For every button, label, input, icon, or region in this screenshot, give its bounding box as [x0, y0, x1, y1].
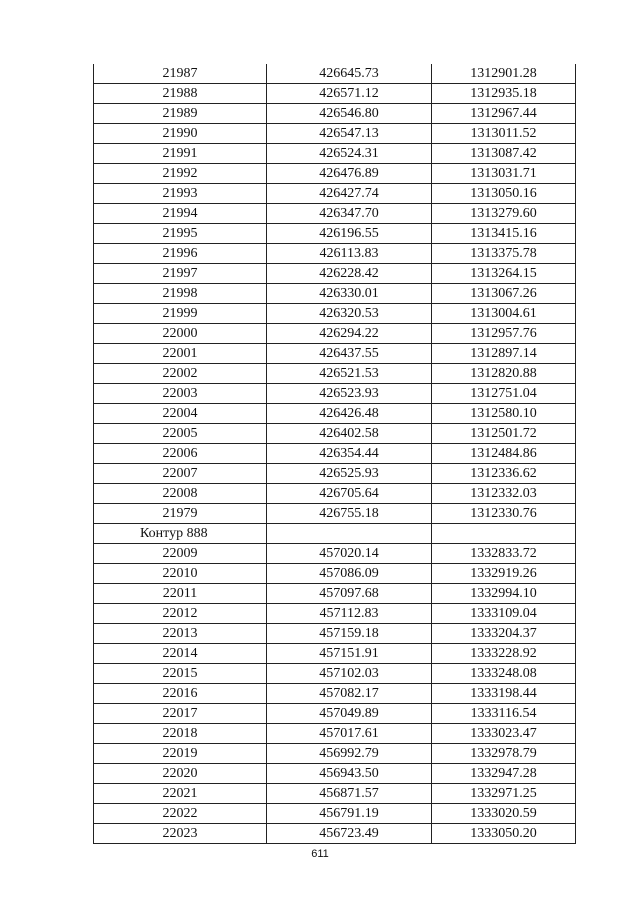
table-row	[94, 344, 576, 364]
y-coordinate-cell: 1313004.61	[432, 304, 576, 324]
table-row	[94, 564, 576, 584]
y-coordinate-cell: 1313415.16	[432, 224, 576, 244]
x-coordinate-cell: 457017.61	[267, 724, 432, 744]
table-row	[94, 444, 576, 464]
table-row	[94, 304, 576, 324]
table-body	[94, 64, 576, 844]
y-coordinate-cell: 1333020.59	[432, 804, 576, 824]
y-coordinate-cell: 1332978.79	[432, 744, 576, 764]
x-coordinate-cell: 457086.09	[267, 564, 432, 584]
point-id-cell: 22007	[94, 464, 267, 484]
point-id-cell: 21998	[94, 284, 267, 304]
table-row	[94, 124, 576, 144]
point-id-cell: 21994	[94, 204, 267, 224]
table-row	[94, 604, 576, 624]
x-coordinate-cell: 457102.03	[267, 664, 432, 684]
table-row	[94, 104, 576, 124]
table-row	[94, 324, 576, 344]
y-coordinate-cell: 1332919.26	[432, 564, 576, 584]
x-coordinate-cell: 426705.64	[267, 484, 432, 504]
y-coordinate-cell: 1313067.26	[432, 284, 576, 304]
table-row	[94, 244, 576, 264]
table-row	[94, 704, 576, 724]
table-row	[94, 644, 576, 664]
point-id-cell: 22008	[94, 484, 267, 504]
y-coordinate-cell: 1333023.47	[432, 724, 576, 744]
contour-label: Контур 888	[94, 524, 267, 544]
x-coordinate-cell: 426476.89	[267, 164, 432, 184]
x-coordinate-cell: 426546.80	[267, 104, 432, 124]
table-row	[94, 804, 576, 824]
x-coordinate-cell: 457112.83	[267, 604, 432, 624]
y-coordinate-cell: 1312957.76	[432, 324, 576, 344]
x-coordinate-cell: 456723.49	[267, 824, 432, 844]
y-coordinate-cell: 1333228.92	[432, 644, 576, 664]
x-coordinate-cell: 426437.55	[267, 344, 432, 364]
x-coordinate-cell: 426196.55	[267, 224, 432, 244]
x-coordinate-cell: 456943.50	[267, 764, 432, 784]
table-row	[94, 284, 576, 304]
y-coordinate-cell: 1312751.04	[432, 384, 576, 404]
point-id-cell: 22001	[94, 344, 267, 364]
y-coordinate-cell: 1313279.60	[432, 204, 576, 224]
table-row	[94, 824, 576, 844]
y-coordinate-cell: 1313087.42	[432, 144, 576, 164]
table-row	[94, 224, 576, 244]
table-row	[94, 184, 576, 204]
y-coordinate-cell: 1312820.88	[432, 364, 576, 384]
y-coordinate-cell: 1312935.18	[432, 84, 576, 104]
point-id-cell: 21991	[94, 144, 267, 164]
y-coordinate-cell: 1313375.78	[432, 244, 576, 264]
point-id-cell: 21993	[94, 184, 267, 204]
point-id-cell: 21997	[94, 264, 267, 284]
table-row	[94, 584, 576, 604]
contour-header-row	[94, 524, 576, 544]
table-row	[94, 384, 576, 404]
coordinates-table	[93, 64, 576, 844]
point-id-cell: 22023	[94, 824, 267, 844]
point-id-cell: 22018	[94, 724, 267, 744]
table-row	[94, 144, 576, 164]
x-coordinate-cell: 426294.22	[267, 324, 432, 344]
table-row	[94, 264, 576, 284]
y-coordinate-cell: 1312901.28	[432, 64, 576, 84]
table-row	[94, 544, 576, 564]
x-coordinate-cell: 456992.79	[267, 744, 432, 764]
y-coordinate-cell: 1312967.44	[432, 104, 576, 124]
point-id-cell: 22019	[94, 744, 267, 764]
y-coordinate-cell: 1312484.86	[432, 444, 576, 464]
table-row	[94, 504, 576, 524]
y-coordinate-cell: 1332971.25	[432, 784, 576, 804]
point-id-cell: 22014	[94, 644, 267, 664]
y-coordinate-cell: 1333198.44	[432, 684, 576, 704]
table-row	[94, 404, 576, 424]
table-row	[94, 664, 576, 684]
table-row	[94, 364, 576, 384]
x-coordinate-cell: 426354.44	[267, 444, 432, 464]
table-row	[94, 424, 576, 444]
table-row	[94, 64, 576, 84]
y-coordinate-cell: 1312580.10	[432, 404, 576, 424]
y-coordinate-cell: 1313264.15	[432, 264, 576, 284]
point-id-cell: 21992	[94, 164, 267, 184]
point-id-cell: 22016	[94, 684, 267, 704]
page-number: 611	[311, 848, 329, 860]
table-row	[94, 484, 576, 504]
point-id-cell: 22006	[94, 444, 267, 464]
y-coordinate-cell	[432, 524, 576, 544]
point-id-cell: 22015	[94, 664, 267, 684]
y-coordinate-cell: 1332833.72	[432, 544, 576, 564]
x-coordinate-cell: 457151.91	[267, 644, 432, 664]
point-id-cell: 22013	[94, 624, 267, 644]
x-coordinate-cell: 426521.53	[267, 364, 432, 384]
point-id-cell: 21996	[94, 244, 267, 264]
point-id-cell: 21988	[94, 84, 267, 104]
y-coordinate-cell: 1333204.37	[432, 624, 576, 644]
x-coordinate-cell: 426524.31	[267, 144, 432, 164]
y-coordinate-cell: 1333116.54	[432, 704, 576, 724]
y-coordinate-cell: 1332947.28	[432, 764, 576, 784]
x-coordinate-cell: 426427.74	[267, 184, 432, 204]
point-id-cell: 21979	[94, 504, 267, 524]
point-id-cell: 22017	[94, 704, 267, 724]
x-coordinate-cell: 426547.13	[267, 124, 432, 144]
table-row	[94, 724, 576, 744]
table-row	[94, 784, 576, 804]
point-id-cell: 22020	[94, 764, 267, 784]
point-id-cell: 22021	[94, 784, 267, 804]
y-coordinate-cell: 1312330.76	[432, 504, 576, 524]
point-id-cell: 22005	[94, 424, 267, 444]
x-coordinate-cell: 426320.53	[267, 304, 432, 324]
x-coordinate-cell: 457049.89	[267, 704, 432, 724]
y-coordinate-cell: 1333248.08	[432, 664, 576, 684]
x-coordinate-cell: 457097.68	[267, 584, 432, 604]
x-coordinate-cell: 426755.18	[267, 504, 432, 524]
point-id-cell: 21990	[94, 124, 267, 144]
y-coordinate-cell: 1313031.71	[432, 164, 576, 184]
x-coordinate-cell: 426330.01	[267, 284, 432, 304]
y-coordinate-cell: 1312332.03	[432, 484, 576, 504]
point-id-cell: 22000	[94, 324, 267, 344]
x-coordinate-cell: 426525.93	[267, 464, 432, 484]
point-id-cell: 21999	[94, 304, 267, 324]
x-coordinate-cell: 426113.83	[267, 244, 432, 264]
x-coordinate-cell: 426426.48	[267, 404, 432, 424]
y-coordinate-cell: 1312336.62	[432, 464, 576, 484]
table-row	[94, 684, 576, 704]
x-coordinate-cell: 426571.12	[267, 84, 432, 104]
x-coordinate-cell: 456871.57	[267, 784, 432, 804]
x-coordinate-cell: 426402.58	[267, 424, 432, 444]
y-coordinate-cell: 1312501.72	[432, 424, 576, 444]
point-id-cell: 22004	[94, 404, 267, 424]
point-id-cell: 21989	[94, 104, 267, 124]
point-id-cell: 22011	[94, 584, 267, 604]
table-row	[94, 764, 576, 784]
x-coordinate-cell: 426523.93	[267, 384, 432, 404]
x-coordinate-cell: 457020.14	[267, 544, 432, 564]
x-coordinate-cell: 426347.70	[267, 204, 432, 224]
y-coordinate-cell: 1332994.10	[432, 584, 576, 604]
point-id-cell: 22010	[94, 564, 267, 584]
x-coordinate-cell: 426645.73	[267, 64, 432, 84]
table-row	[94, 204, 576, 224]
point-id-cell: 22022	[94, 804, 267, 824]
y-coordinate-cell: 1333109.04	[432, 604, 576, 624]
x-coordinate-cell	[267, 524, 432, 544]
table-row	[94, 744, 576, 764]
y-coordinate-cell: 1312897.14	[432, 344, 576, 364]
y-coordinate-cell: 1313050.16	[432, 184, 576, 204]
x-coordinate-cell: 456791.19	[267, 804, 432, 824]
point-id-cell: 22003	[94, 384, 267, 404]
table-row	[94, 464, 576, 484]
point-id-cell: 21987	[94, 64, 267, 84]
x-coordinate-cell: 426228.42	[267, 264, 432, 284]
table-row	[94, 624, 576, 644]
x-coordinate-cell: 457082.17	[267, 684, 432, 704]
table-row	[94, 164, 576, 184]
point-id-cell: 21995	[94, 224, 267, 244]
table-row	[94, 84, 576, 104]
point-id-cell: 22009	[94, 544, 267, 564]
point-id-cell: 22012	[94, 604, 267, 624]
y-coordinate-cell: 1313011.52	[432, 124, 576, 144]
y-coordinate-cell: 1333050.20	[432, 824, 576, 844]
x-coordinate-cell: 457159.18	[267, 624, 432, 644]
point-id-cell: 22002	[94, 364, 267, 384]
